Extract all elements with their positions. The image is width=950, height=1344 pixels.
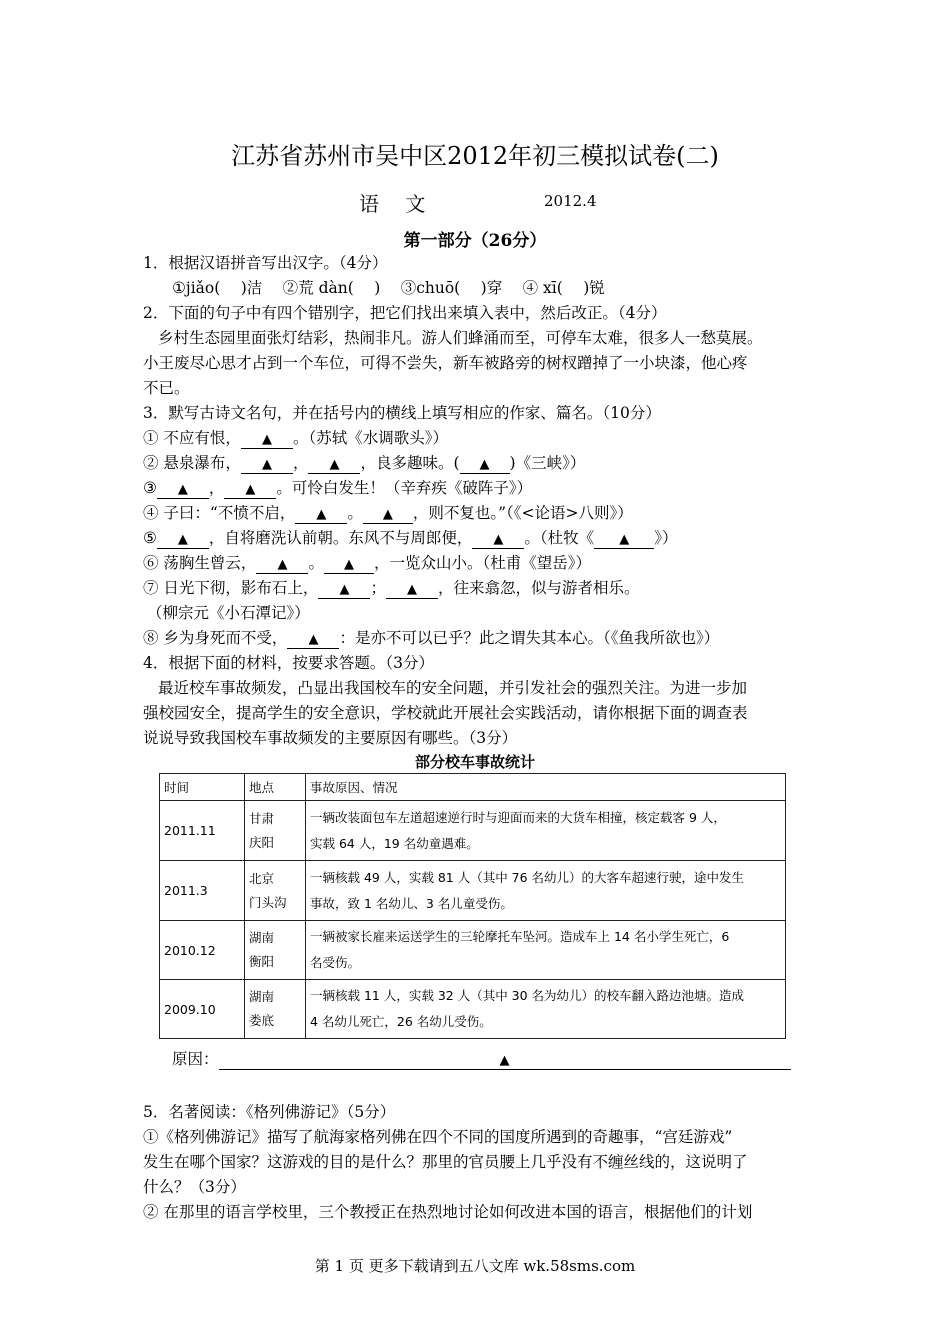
column-header-place: 地点 (245, 774, 306, 801)
q3-text: ⑦ 日光下彻，影布石上， (143, 579, 319, 597)
reason-answer-blank[interactable] (219, 1051, 791, 1070)
triangle-marker-icon: ▲ (177, 482, 188, 497)
q3-text: ⑤ (143, 529, 157, 547)
description-line: 一辆核载 49 人，实载 81 人（其中 76 名幼儿）的大客车超速行驶，途中发生 (310, 869, 745, 885)
column-header-time: 时间 (160, 774, 245, 801)
q5-text-line: ② 在那里的语言学校里，三个教授正在热烈地讨论如何改进本国的语言，根据他们的计划 (143, 1203, 753, 1221)
answer-blank[interactable] (157, 480, 209, 499)
triangle-marker-icon: ▲ (343, 557, 354, 572)
q3-line-8 (143, 626, 719, 649)
q3-text: 。（苏轼《水调歌头》） (292, 429, 448, 447)
q3-text: ⑧ 乡为身死而不受， (143, 629, 288, 647)
table-row (160, 801, 786, 861)
triangle-marker-icon: ▲ (493, 532, 504, 547)
triangle-marker-icon: ▲ (261, 432, 272, 447)
cell-time: 2011.11 (160, 801, 245, 861)
q3-line-3 (143, 476, 532, 499)
description-line: 名受伤。 (310, 955, 361, 970)
q3-line-6 (143, 551, 591, 574)
q3-text: ① 不应有恨， (143, 429, 241, 447)
q4-stem: 4．根据下面的材料，按要求答题。（3分） (143, 654, 434, 672)
q3-text: ，往来翕忽，似与游者相乐。 (437, 579, 640, 597)
cell-time: 2010.12 (160, 921, 245, 980)
answer-blank[interactable] (460, 455, 510, 474)
triangle-marker-icon: ▲ (177, 532, 188, 547)
q5-text-line: ①《格列佛游记》描写了航海家格列佛在四个不同的国度所遇到的奇趣事，“宫廷游戏” (143, 1128, 733, 1146)
answer-blank[interactable] (287, 630, 339, 649)
triangle-marker-icon: ▲ (406, 582, 417, 597)
q3-line-4 (143, 501, 633, 524)
q3-text: ， (292, 454, 309, 472)
answer-blank[interactable] (318, 580, 370, 599)
q2-text-line: 乡村生态园里面张灯结彩，热闹非凡。游人们蜂涌而至，可停车太难，很多人一愁莫展。 (158, 329, 763, 347)
description-line: 事故，致 1 名幼儿、3 名儿童受伤。 (310, 895, 513, 911)
q3-text: ⑥ 荡胸生曾云， (143, 554, 257, 572)
triangle-marker-icon: ▲ (499, 1053, 510, 1068)
place-line: 北京 (249, 870, 275, 886)
q2-stem: 2．下面的句子中有四个错别字，把它们找出来填入表中，然后改正。（4分） (143, 304, 667, 322)
table-header-row (160, 774, 786, 801)
description-line: 实载 64 人，19 名幼童遇难。 (310, 835, 479, 851)
q3-text: ，则不复也。”（《<论语>八则》） (412, 504, 633, 522)
answer-blank[interactable] (472, 530, 524, 549)
answer-blank[interactable] (363, 505, 413, 524)
q3-text: )《三峡》） (509, 454, 586, 472)
reason-answer-line (172, 1047, 791, 1070)
table-row (160, 861, 786, 921)
triangle-marker-icon: ▲ (329, 457, 340, 472)
answer-blank[interactable] (308, 455, 360, 474)
q3-text: ③ (143, 479, 157, 497)
answer-blank[interactable] (241, 455, 293, 474)
place-line: 甘肃 (249, 810, 275, 826)
q5-stem: 5．名著阅读：《格列佛游记》（5分） (143, 1103, 396, 1121)
q3-text: ，良多趣味。( (360, 454, 460, 472)
place-line: 门头沟 (249, 894, 287, 910)
exam-date: 2012.4 (544, 192, 597, 210)
q3-line-5 (143, 526, 677, 549)
cell-place (245, 801, 306, 861)
triangle-marker-icon: ▲ (277, 557, 288, 572)
q3-text: ， (208, 479, 225, 497)
cell-time: 2009.10 (160, 980, 245, 1039)
answer-blank[interactable] (157, 530, 209, 549)
cell-place (245, 980, 306, 1039)
cell-description (306, 921, 786, 980)
cell-description (306, 861, 786, 921)
q3-text: ，自将磨洗认前朝。东风不与周郎便， (208, 529, 473, 547)
answer-blank[interactable] (224, 480, 276, 499)
triangle-marker-icon: ▲ (261, 457, 272, 472)
triangle-marker-icon: ▲ (382, 507, 393, 522)
place-line: 庆阳 (249, 834, 275, 850)
q2-text-line: 小王废尽心思才占到一个车位，可得不尝失，新车被路旁的树杈蹭掉了一小块漆，他心疼 (143, 354, 748, 372)
q3-text: 。可怜白发生！（辛弃疾《破阵子》） (276, 479, 533, 497)
accident-table (159, 773, 786, 1039)
q3-text: 。 (347, 504, 363, 522)
q3-text: 》） (654, 529, 678, 547)
q3-line-7 (143, 576, 639, 599)
q3-stem: 3．默写古诗文名句，并在括号内的横线上填写相应的作家、篇名。（10分） (143, 404, 661, 422)
triangle-marker-icon: ▲ (245, 482, 256, 497)
q3-line-1 (143, 426, 448, 449)
column-header-description: 事故原因、情况 (306, 774, 786, 801)
triangle-marker-icon: ▲ (308, 632, 319, 647)
q3-line-7-source: （柳宗元《小石潭记》） (147, 604, 310, 622)
triangle-marker-icon: ▲ (479, 457, 490, 472)
cell-description (306, 801, 786, 861)
triangle-marker-icon: ▲ (619, 532, 630, 547)
q3-text: ； (370, 579, 386, 597)
q1-items: ①jiǎo( )洁 ②荒 dàn( ) ③chuō( )穿 ④ xī( )锐 (172, 279, 605, 297)
place-line: 湖南 (249, 930, 275, 945)
q4-text-line: 强校园安全，提高学生的安全意识，学校就此开展社会实践活动，请你根据下面的调查表 (143, 704, 748, 722)
triangle-marker-icon: ▲ (316, 507, 327, 522)
answer-blank[interactable] (594, 530, 654, 549)
q5-text-line: 什么？（3分） (143, 1178, 246, 1196)
description-line: 一辆核载 11 人，实载 32 人（其中 30 名为幼儿）的校车翻入路边池塘。造成 (310, 988, 745, 1003)
answer-blank[interactable] (324, 555, 374, 574)
q4-text-line: 最近校车事故频发，凸显出我国校车的安全问题，并引发社会的强烈关注。为进一步加 (158, 679, 748, 697)
place-line: 衡阳 (249, 954, 275, 969)
q2-text-line: 不已。 (143, 379, 190, 397)
table-title: 部分校车事故统计 (414, 753, 535, 771)
page-footer: 第 1 页 更多下载请到五八文库 wk.58sms.com (314, 1257, 636, 1275)
q3-text: ，一览众山小。（杜甫《望岳》） (373, 554, 591, 572)
q3-text: ④ 子曰：“不愤不启， (143, 504, 296, 522)
place-line: 娄底 (249, 1013, 275, 1028)
cell-place (245, 921, 306, 980)
description-line: 一辆改装面包车左道超速逆行时与迎面而来的大货车相撞，核定载客 9 人， (310, 809, 726, 825)
q5-text-line: 发生在哪个国家？这游戏的目的是什么？那里的官员腰上几乎没有不缠丝线的，这说明了 (143, 1153, 748, 1171)
reason-label: 原因： (172, 1050, 219, 1068)
q3-text: ：是亦不可以已乎？此之谓失其本心。（《鱼我所欲也》） (339, 629, 720, 647)
answer-blank[interactable] (386, 580, 438, 599)
cell-place (245, 861, 306, 921)
document-title: 江苏省苏州市吴中区2012年初三模拟试卷(二) (231, 142, 719, 170)
cell-description (306, 980, 786, 1039)
triangle-marker-icon: ▲ (339, 582, 350, 597)
table-row (160, 980, 786, 1039)
table-row (160, 921, 786, 980)
part-heading: 第一部分（26分） (403, 231, 547, 251)
answer-blank[interactable] (256, 555, 308, 574)
q1-stem: 1．根据汉语拼音写出汉字。（4分） (143, 254, 388, 272)
q3-text: 。 (308, 554, 324, 572)
cell-time: 2011.3 (160, 861, 245, 921)
answer-blank[interactable] (295, 505, 347, 524)
description-line: 一辆被家长雇来运送学生的三轮摩托车坠河。造成车上 14 名小学生死亡，6 (310, 929, 730, 944)
answer-blank[interactable] (241, 430, 293, 449)
description-line: 4 名幼儿死亡，26 名幼儿受伤。 (310, 1014, 492, 1029)
subject-heading: 语 文 (359, 192, 436, 216)
place-line: 湖南 (249, 989, 275, 1004)
q3-text: 。（杜牧《 (524, 529, 595, 547)
q4-text-line: 说说导致我国校车事故频发的主要原因有哪些。（3分） (143, 729, 518, 747)
q3-line-2 (143, 451, 585, 474)
q3-text: ② 悬泉瀑布， (143, 454, 241, 472)
